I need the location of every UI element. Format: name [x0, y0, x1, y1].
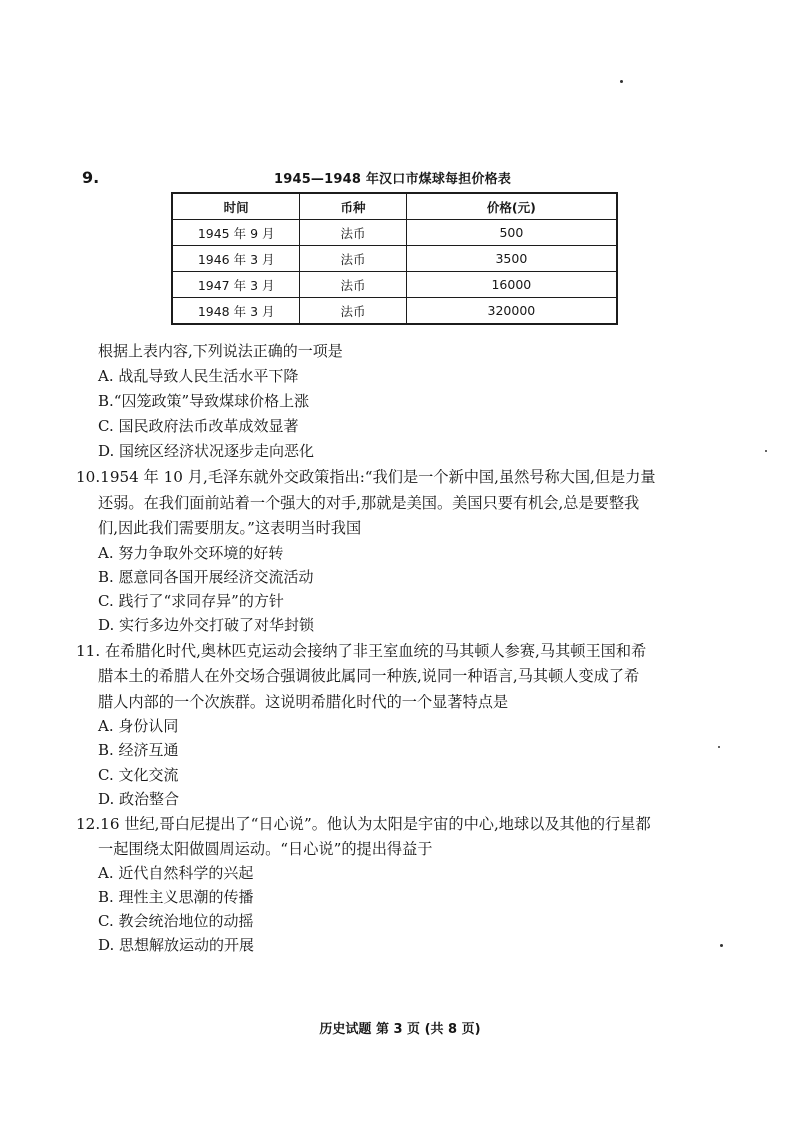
- option-a: A. 身份认同: [98, 717, 179, 735]
- header-time: 时间: [172, 193, 300, 220]
- question-9-stem: 根据上表内容,下列说法正确的一项是: [98, 342, 343, 360]
- scan-speck: [718, 746, 720, 748]
- option-b: B. 理性主义思潮的传播: [98, 888, 254, 906]
- cell-price: 3500: [406, 246, 617, 272]
- question-11-line: 11. 在希腊化时代,奥林匹克运动会接纳了非王室血统的马其顿人参赛,马其顿王国和希: [76, 642, 647, 660]
- option-c: C. 国民政府法币改革成效显著: [98, 417, 299, 435]
- option-b: B.“囚笼政策”导致煤球价格上涨: [98, 392, 310, 410]
- cell-currency: 法币: [300, 220, 406, 246]
- cell-currency: 法币: [300, 298, 406, 325]
- cell-time: 1945 年 9 月: [172, 220, 300, 246]
- question-10-line: 们,因此我们需要朋友。”这表明当时我国: [98, 519, 362, 537]
- cell-time: 1947 年 3 月: [172, 272, 300, 298]
- scan-speck: [620, 80, 623, 83]
- cell-price: 500: [406, 220, 617, 246]
- option-a: A. 近代自然科学的兴起: [98, 864, 254, 882]
- cell-price: 16000: [406, 272, 617, 298]
- option-c: C. 践行了“求同存异”的方针: [98, 592, 284, 610]
- table-header-row: [172, 193, 617, 220]
- option-a: A. 努力争取外交环境的好转: [98, 544, 284, 562]
- question-11-line: 腊人内部的一个次族群。这说明希腊化时代的一个显著特点是: [98, 693, 509, 711]
- scan-speck: [720, 944, 723, 947]
- header-price: 价格(元): [406, 193, 617, 220]
- header-currency: 币种: [300, 193, 406, 220]
- question-10-line: 10.1954 年 10 月,毛泽东就外交政策指出:“我们是一个新中国,虽然号称大国,但是力量: [76, 468, 656, 486]
- cell-price: 320000: [406, 298, 617, 325]
- table-row: [172, 298, 617, 325]
- option-d: D. 思想解放运动的开展: [98, 936, 255, 954]
- cell-currency: 法币: [300, 272, 406, 298]
- question-11-line: 腊本土的希腊人在外交场合强调彼此属同一种族,说同一种语言,马其顿人变成了希: [98, 667, 640, 685]
- price-table: [171, 192, 618, 325]
- option-b: B. 经济互通: [98, 741, 179, 759]
- cell-time: 1948 年 3 月: [172, 298, 300, 325]
- question-10-line: 还弱。在我们面前站着一个强大的对手,那就是美国。美国只要有机会,总是要整我: [98, 494, 640, 512]
- option-d: D. 政治整合: [98, 790, 180, 808]
- page-footer: 历史试题 第 3 页 (共 8 页): [319, 1022, 481, 1037]
- option-d: D. 国统区经济状况逐步走向恶化: [98, 442, 315, 460]
- question-9-number: 9.: [82, 168, 100, 187]
- question-12-line: 12.16 世纪,哥白尼提出了“日心说”。他认为太阳是宇宙的中心,地球以及其他的行星都: [76, 815, 651, 833]
- table-row: [172, 272, 617, 298]
- table-row: [172, 220, 617, 246]
- scan-speck: [765, 450, 767, 452]
- cell-currency: 法币: [300, 246, 406, 272]
- option-a: A. 战乱导致人民生活水平下降: [98, 367, 299, 385]
- option-b: B. 愿意同各国开展经济交流活动: [98, 568, 314, 586]
- cell-time: 1946 年 3 月: [172, 246, 300, 272]
- table-row: [172, 246, 617, 272]
- option-d: D. 实行多边外交打破了对华封锁: [98, 616, 315, 634]
- option-c: C. 教会统治地位的动摇: [98, 912, 254, 930]
- table-title: 1945—1948 年汉口市煤球每担价格表: [273, 172, 512, 187]
- option-c: C. 文化交流: [98, 766, 179, 784]
- question-12-line: 一起围绕太阳做圆周运动。“日心说”的提出得益于: [98, 840, 433, 858]
